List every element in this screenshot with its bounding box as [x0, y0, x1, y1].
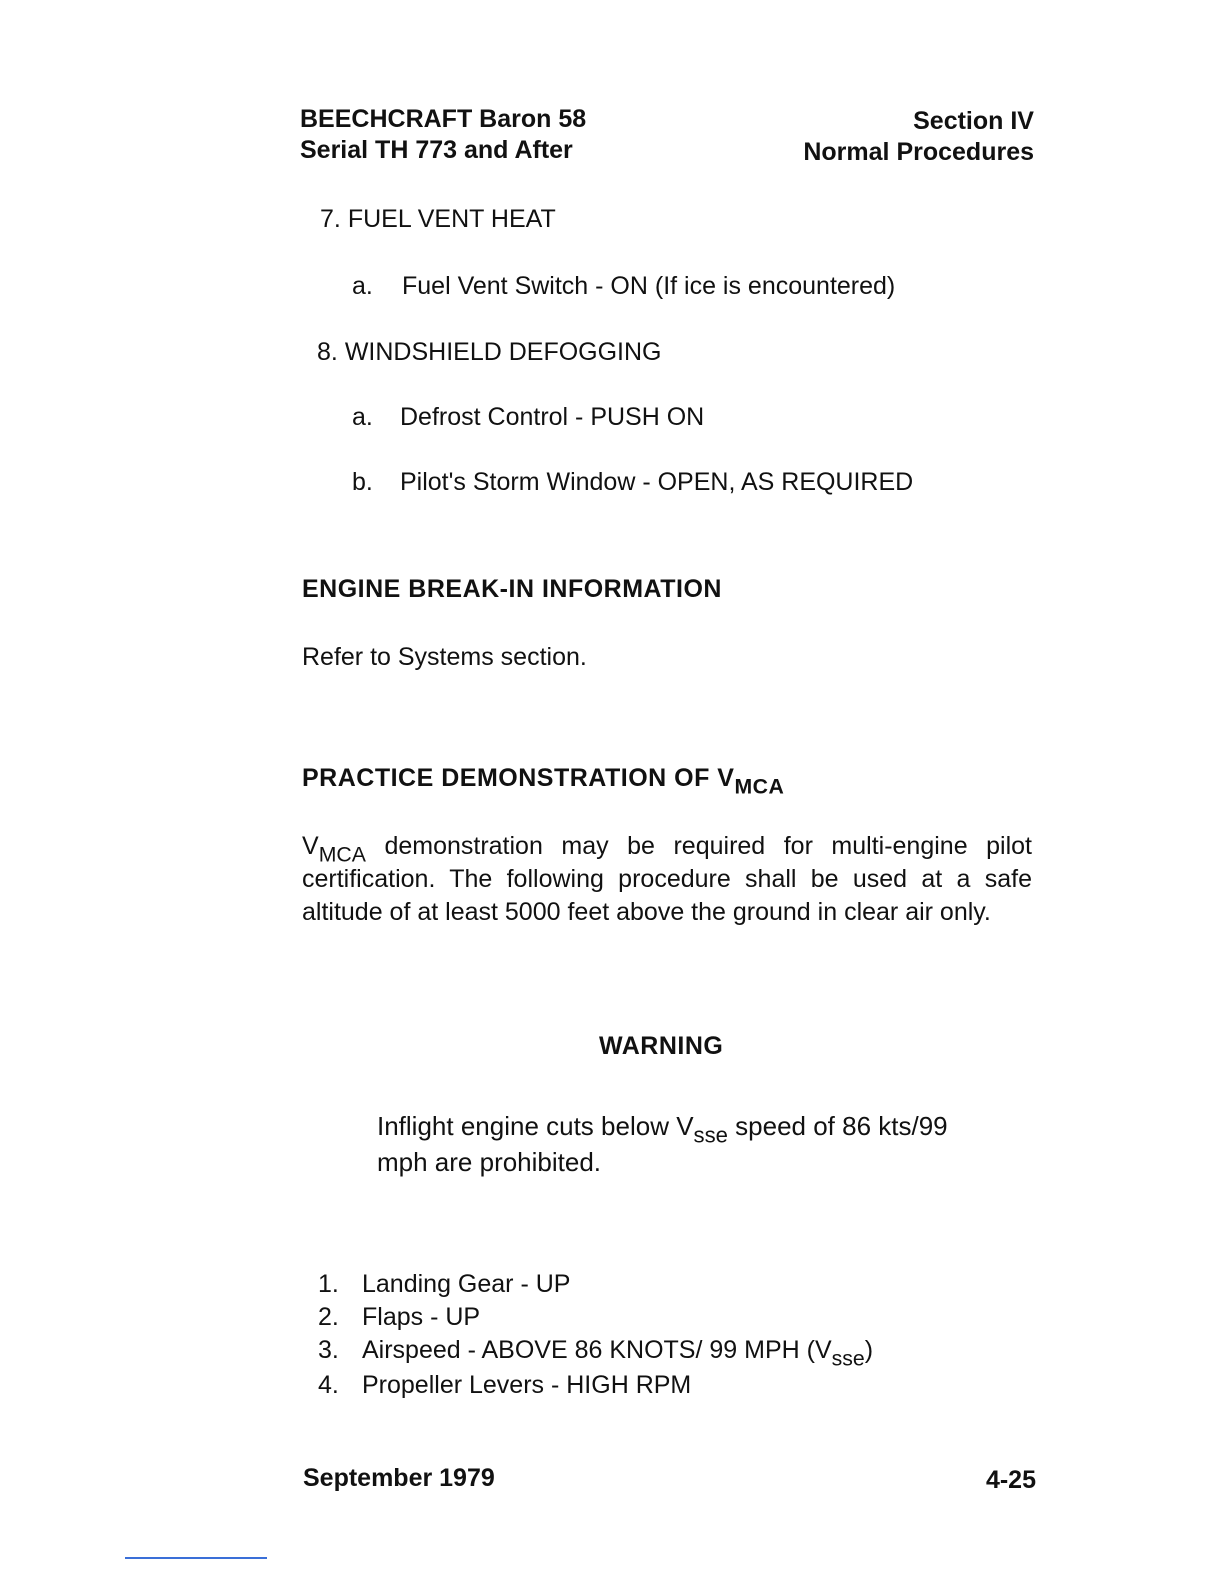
heading-engine-break-in: ENGINE BREAK-IN INFORMATION: [302, 575, 722, 603]
step-text: Airspeed - ABOVE 86 KNOTS/ 99 MPH (V: [362, 1336, 832, 1364]
item-title: FUEL VENT HEAT: [347, 205, 556, 233]
subscript-mca: MCA: [734, 774, 785, 799]
subitem-letter: a.: [352, 272, 373, 300]
step-text: Landing Gear - UP: [362, 1270, 571, 1298]
step-propeller-levers: [318, 1369, 691, 1401]
step-number: 3.: [318, 1336, 339, 1364]
item-number: 8.: [317, 338, 338, 366]
subitem-defrost-control: [352, 401, 704, 433]
subitem-letter: a.: [352, 403, 373, 431]
item-windshield-defogging: [317, 336, 662, 368]
item-fuel-vent-heat: [320, 203, 556, 235]
step-number: 4.: [318, 1371, 339, 1399]
heading-vmca: PRACTICE DEMONSTRATION OF $V_{MCA}$: [302, 764, 785, 799]
step-landing-gear: [318, 1268, 570, 1300]
aircraft-model: BEECHCRAFT Baron 58: [300, 105, 587, 133]
step-number: 1.: [318, 1270, 339, 1298]
step-airspeed: 3. Airspeed - ABOVE 86 KNOTS/ 99 MPH $(V_{sse})$: [318, 1336, 874, 1371]
step-text: Flaps - UP: [362, 1303, 481, 1331]
subscript-sse: sse: [693, 1122, 728, 1148]
subitem-text: Fuel Vent Switch - ON (If ice is encountered): [402, 272, 896, 300]
vmca-paragraph: $V_{MCA}$ demonstration may be required for multi-engine pilot certification. The following procedure shall be used at a safe altitude of at least 5000 feet above the ground in clear air only.: [302, 832, 1032, 926]
header-left: [300, 104, 586, 166]
step-number: 2.: [318, 1303, 339, 1331]
step-text: Propeller Levers - HIGH RPM: [362, 1371, 692, 1399]
footer-date: September 1979: [303, 1464, 495, 1492]
break-in-text: Refer to Systems section.: [302, 643, 587, 671]
scan-artifact-line: [125, 1557, 267, 1559]
item-title: WINDSHIELD DEFOGGING: [344, 338, 662, 366]
subitem-text: Defrost Control - PUSH ON: [400, 403, 705, 431]
section-number: Section IV: [913, 107, 1034, 135]
footer-page-number: 4-25: [985, 1466, 1036, 1494]
subitem-text: Pilot's Storm Window - OPEN, AS REQUIRED: [400, 468, 914, 496]
item-number: 7.: [320, 205, 341, 233]
step-flaps: [318, 1301, 480, 1333]
subscript-mca: MCA: [318, 842, 366, 867]
subitem-storm-window: [352, 466, 913, 498]
serial-range: Serial TH 773 and After: [300, 136, 573, 164]
warning-title: WARNING: [599, 1032, 724, 1060]
header-right: [803, 106, 1034, 168]
warning-text: Inflight engine cuts below $V_{sse}$ speed of 86 kts/99 mph are prohibited.: [377, 1111, 948, 1177]
section-title: Normal Procedures: [803, 138, 1034, 166]
subitem-letter: b.: [352, 468, 373, 496]
subscript-sse: sse: [831, 1346, 865, 1371]
subitem-fuel-vent-switch: [352, 270, 895, 302]
